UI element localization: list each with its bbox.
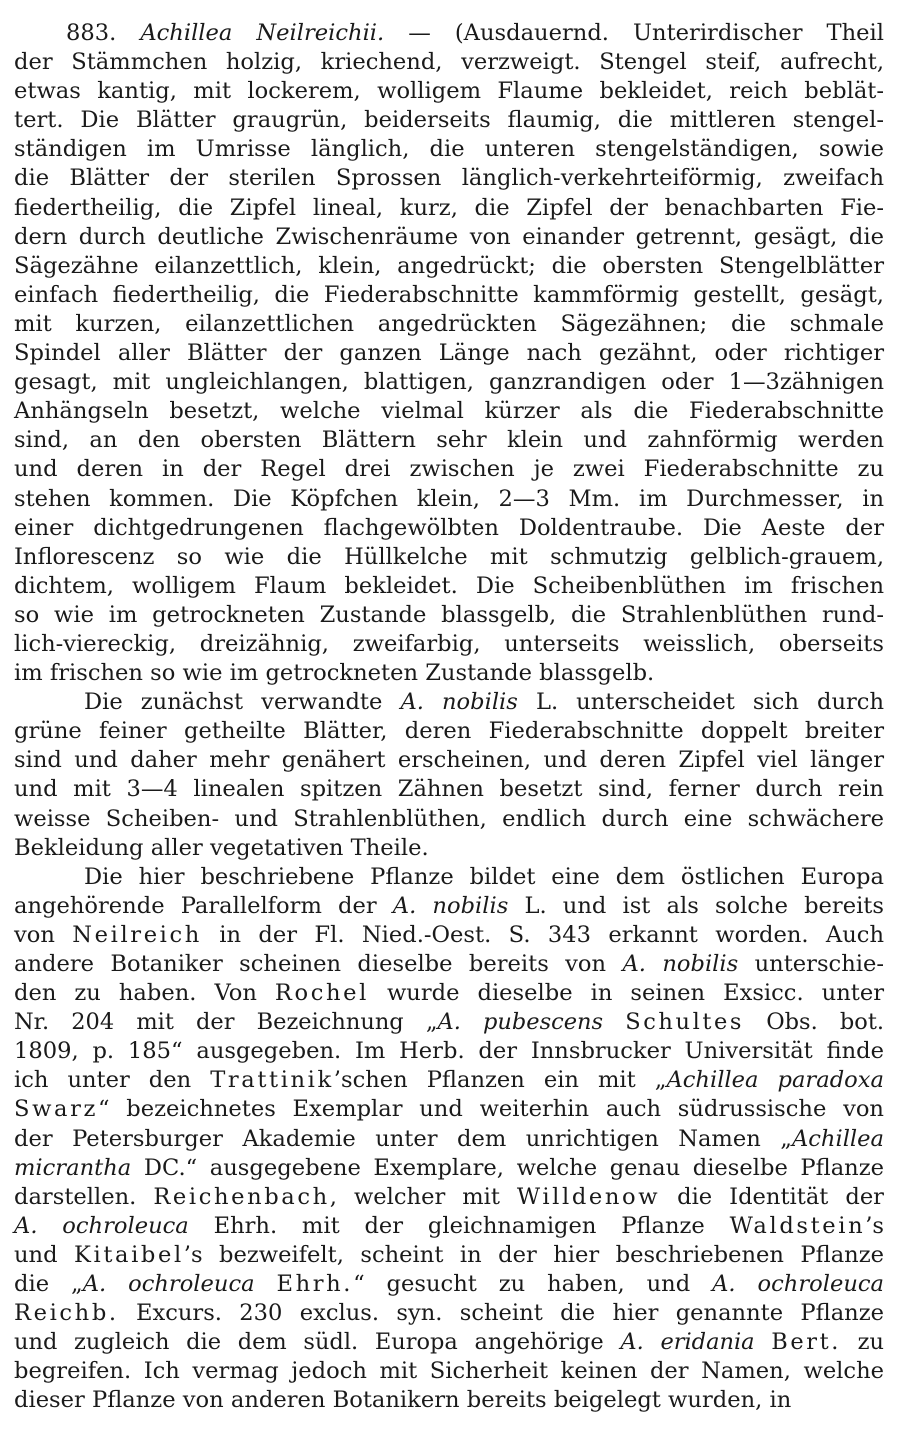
text-line	[14, 1183, 884, 1212]
text-line	[14, 1066, 884, 1095]
text-run: DC.“ ausgegebene Exemplare, welche genau dieselbe Pflanze	[131, 1154, 884, 1181]
text-line	[14, 1095, 884, 1124]
text-line	[14, 1357, 884, 1386]
text-run: von	[14, 921, 73, 948]
text-run: “ bezeichnetes Exemplar und weiterhin auch südrussische von	[98, 1096, 884, 1123]
text-line	[14, 106, 884, 135]
text-run: die Blätter der sterilen Sprossen länglich-verkehrteiförmig, zweifach	[14, 165, 884, 192]
text-line	[14, 514, 884, 543]
text-run: sind, an den obersten Blättern sehr klein und zahnförmig werden	[14, 427, 884, 454]
text-line	[14, 397, 884, 426]
italic-run: A. nobilis	[622, 951, 739, 977]
parallel-form-paragraph	[14, 863, 884, 1416]
nobilis-comparison-paragraph	[14, 688, 884, 863]
text-run: und mit 3—4 linealen spitzen Zähnen besetzt sind, ferner durch rein	[14, 776, 884, 803]
text-run: der Stämmchen holzig, kriechend, verzweigt. Stengel steif, aufrecht,	[14, 49, 884, 76]
text-run: grüne feiner getheilte Blätter, deren Fiederabschnitte doppelt breiter	[14, 718, 884, 745]
text-run: tert. Die Blätter graugrün, beiderseits flaumig, die mittleren stengel-	[14, 107, 884, 134]
text-line	[14, 77, 884, 106]
text-run: Ehrh. mit der gleichnamigen Pflanze	[188, 1212, 730, 1239]
text-run: begreifen. Ich vermag jedoch mit Sicherheit keinen der Namen, welche	[14, 1358, 884, 1385]
text-run: Die hier beschriebene Pflanze bildet eine dem östlichen Europa	[84, 863, 884, 890]
italic-run: Achillea Neilreichii.	[140, 20, 385, 46]
text-line	[14, 834, 884, 863]
text-run: zu	[841, 1329, 884, 1356]
spaced-name-run: Ehrh.	[276, 1271, 354, 1298]
text-line	[14, 339, 884, 368]
spaced-name-run: Schultes	[625, 1009, 745, 1036]
text-line	[14, 805, 884, 834]
text-run: einfach fiedertheilig, die Fiederabschnitte kammförmig gestellt, gesägt,	[14, 281, 884, 308]
text-run: dieser Pflanze von anderen Botanikern bereits beigelegt wurden, in	[14, 1387, 792, 1414]
text-run: — (Ausdauernd. Unterirdischer Theil	[384, 20, 884, 46]
text-run: “ gesucht zu haben, und	[353, 1271, 713, 1298]
text-line	[14, 281, 884, 310]
italic-run: Achillea	[791, 1125, 884, 1152]
text-run: die „	[14, 1271, 83, 1298]
text-run: 1809, p. 185“ ausgegeben. Im Herb. der Innsbrucker Universität finde	[14, 1038, 884, 1065]
text-line	[14, 252, 884, 281]
text-run: Sägezähne eilanzettlich, klein, angedrückt; die obersten Stengelblätter	[14, 252, 884, 279]
text-run: sind und daher mehr genähert erscheinen, und deren Zipfel viel länger	[14, 747, 884, 774]
text-line	[14, 164, 884, 193]
text-line	[14, 572, 884, 601]
spaced-name-run: Reichenbach	[153, 1183, 330, 1210]
text-run: L. unterscheidet sich durch	[517, 689, 884, 716]
text-run: ich unter den	[14, 1067, 211, 1094]
text-line	[14, 455, 884, 484]
spaced-name-run: Trattinik	[210, 1067, 334, 1094]
text-run: Nr. 204 mit der Bezeichnung „	[14, 1009, 438, 1036]
text-run: Die zunächst verwandte	[84, 689, 401, 716]
text-run: weisse Scheiben- und Strahlenblüthen, endlich durch eine schwächere	[14, 805, 884, 832]
spaced-name-run: Waldstein	[729, 1212, 866, 1239]
text-line	[14, 659, 884, 688]
text-line	[14, 1386, 884, 1415]
text-run	[755, 1329, 772, 1355]
text-run: die Identität der	[660, 1183, 884, 1210]
text-line	[14, 775, 884, 804]
text-run: der Petersburger Akademie unter dem unrichtigen Namen „	[14, 1125, 792, 1152]
text-line	[14, 601, 884, 630]
text-run: 883.	[66, 20, 141, 46]
spaced-name-run: Willdenow	[516, 1183, 661, 1210]
text-line	[14, 368, 884, 397]
text-run: dichtem, wolligem Flaum bekleidet. Die Scheibenblüthen im frischen	[14, 572, 884, 599]
spaced-name-run: Bert.	[771, 1329, 841, 1356]
text-run: mit kurzen, eilanzettlichen angedrückten Sägezähnen; die schmale	[14, 310, 884, 337]
text-line	[14, 135, 884, 164]
text-line	[14, 1212, 884, 1241]
text-run: so wie im getrockneten Zustande blassgelb, die Strahlenblüthen rund-	[14, 601, 884, 628]
text-line	[14, 688, 884, 717]
text-run: wurde dieselbe in seinen Exsicc. unter	[368, 980, 884, 1007]
text-line	[14, 194, 884, 223]
italic-run: A. ochroleuca	[712, 1271, 884, 1298]
text-line	[14, 1037, 884, 1066]
text-run: und	[14, 1241, 75, 1268]
text-run: den zu haben. Von	[14, 980, 275, 1007]
spaced-name-run: Reichb.	[14, 1300, 119, 1327]
text-line	[14, 1328, 884, 1357]
text-run: Bekleidung aller vegetativen Theile.	[14, 834, 429, 861]
text-line	[14, 979, 884, 1008]
italic-run: A. eridania	[620, 1329, 755, 1356]
spaced-name-run: Swarz	[14, 1096, 98, 1123]
text-run: Spindel aller Blätter der ganzen Länge nach gezähnt, oder richtiger	[14, 340, 884, 367]
text-run	[255, 1271, 277, 1297]
text-run: und zugleich die dem südl. Europa angehörige	[14, 1329, 621, 1356]
text-line	[14, 921, 884, 950]
text-run: angehörende Parallelform der	[14, 892, 393, 919]
text-run: Anhängseln besetzt, welche vielmal kürzer als die Fiederabschnitte	[14, 398, 884, 425]
text-line	[14, 1008, 884, 1037]
text-run: ständigen im Umrisse länglich, die unteren stengelständigen, sowie	[14, 136, 884, 163]
text-run: ’s	[865, 1212, 884, 1239]
text-line	[14, 863, 884, 892]
text-run: , welcher mit	[329, 1183, 517, 1210]
text-run: unterschie-	[738, 951, 884, 977]
text-run: ’schen Pflanzen ein mit „	[333, 1067, 667, 1094]
text-run: darstellen.	[14, 1183, 154, 1210]
text-run: lich-viereckig, dreizähnig, zweifarbig, unterseits weisslich, oberseits	[14, 630, 884, 657]
text-line	[14, 1154, 884, 1183]
italic-run: A. nobilis	[400, 689, 518, 716]
entry-883-paragraph	[14, 19, 884, 688]
text-run: dern durch deutliche Zwischenräume von einander getrennt, gesägt, die	[14, 223, 884, 250]
text-run: L. und ist als solche bereits	[508, 892, 884, 919]
spaced-name-run: Kitaibel	[74, 1241, 184, 1268]
italic-run: A. ochroleuca	[82, 1271, 255, 1298]
text-line	[14, 19, 884, 48]
text-line	[14, 717, 884, 746]
text-run: gesagt, mit ungleichlangen, blattigen, ganzrandigen oder 1—3zähnigen	[14, 369, 884, 396]
text-run	[603, 1009, 625, 1035]
text-run: etwas kantig, mit lockerem, wolligem Flaume bekleidet, reich beblät-	[14, 78, 884, 105]
text-run: und deren in der Regel drei zwischen je zwei Fiederabschnitte zu	[14, 456, 884, 483]
spaced-name-run: Neilreich	[72, 921, 202, 948]
text-line	[14, 48, 884, 77]
text-run: einer dichtgedrungenen flachgewölbten Doldentraube. Die Aeste der	[14, 514, 884, 541]
text-line	[14, 1270, 884, 1299]
text-line	[14, 950, 884, 979]
text-line	[14, 426, 884, 455]
text-run: Obs. bot.	[744, 1009, 885, 1036]
text-run: Excurs. 230 exclus. syn. scheint die hier genannte Pflanze	[118, 1300, 884, 1327]
text-line	[14, 630, 884, 659]
text-run: Inflorescenz so wie die Hüllkelche mit schmutzig gelblich-grauem,	[14, 543, 884, 570]
text-run: in der Fl. Nied.-Oest. S. 343 erkannt worden. Auch	[201, 921, 884, 948]
text-run: ’s bezweifelt, scheint in der hier beschriebenen Pflanze	[183, 1241, 884, 1268]
text-run: im frischen so wie im getrockneten Zustande blassgelb.	[14, 660, 655, 687]
text-line	[14, 1299, 884, 1328]
spaced-name-run: Rochel	[274, 980, 369, 1007]
italic-run: A. pubescens	[437, 1009, 604, 1036]
text-run: fiedertheilig, die Zipfel lineal, kurz, die Zipfel der benachbarten Fie-	[14, 194, 884, 221]
text-line	[14, 1125, 884, 1154]
text-line	[14, 746, 884, 775]
text-line	[14, 310, 884, 339]
text-line	[14, 892, 884, 921]
text-run: stehen kommen. Die Köpfchen klein, 2—3 Mm. im Durchmesser, in	[14, 485, 884, 512]
italic-run: A. nobilis	[392, 892, 509, 919]
text-line	[14, 485, 884, 514]
italic-run: A. ochroleuca	[14, 1212, 189, 1239]
text-run: andere Botaniker scheinen dieselbe bereits von	[14, 951, 623, 977]
text-line	[14, 223, 884, 252]
italic-run: Achillea paradoxa	[666, 1067, 884, 1094]
text-line	[14, 1241, 884, 1270]
text-line	[14, 543, 884, 572]
italic-run: micrantha	[14, 1154, 132, 1181]
